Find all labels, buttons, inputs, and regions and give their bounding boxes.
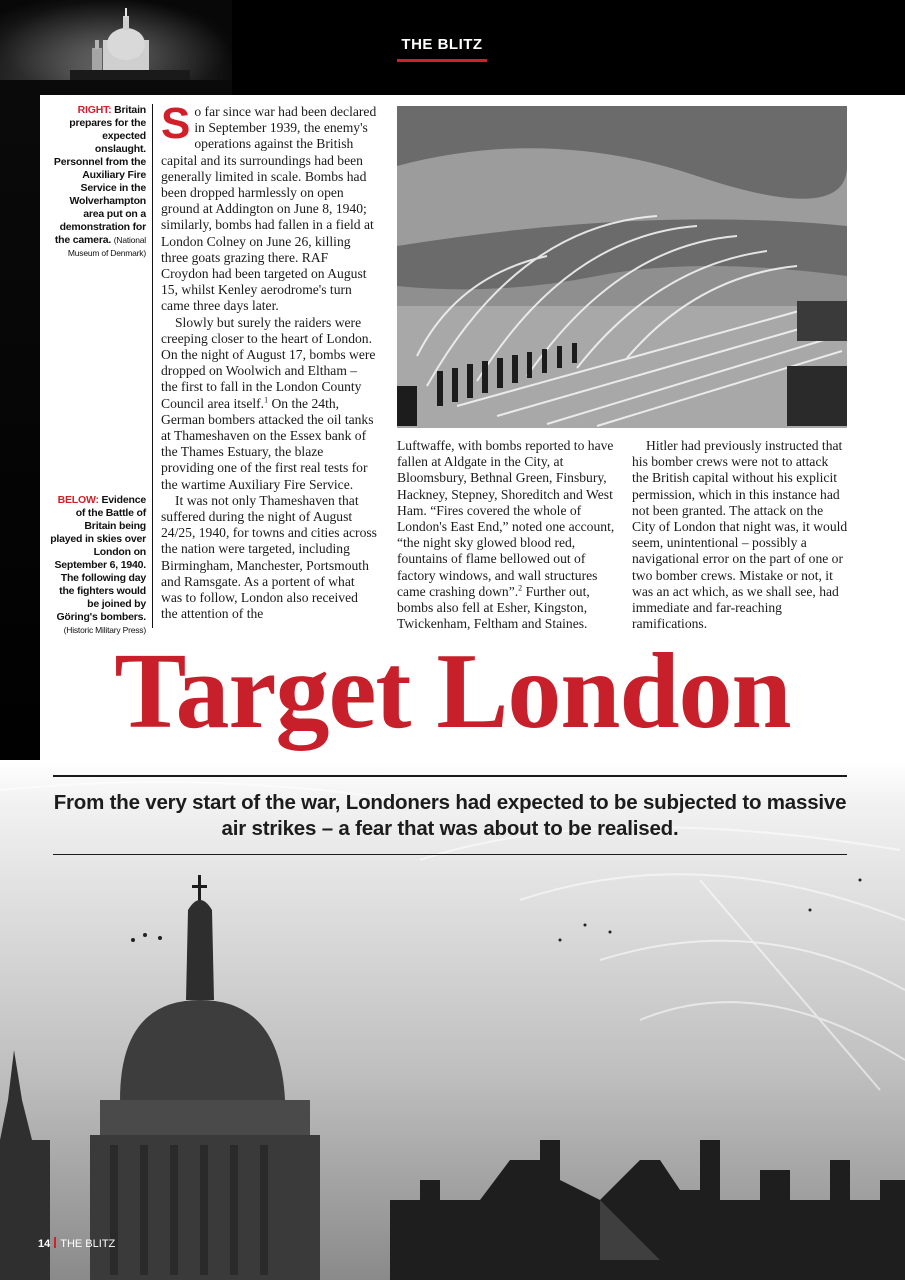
page-number: 14 <box>38 1238 51 1250</box>
paragraph-4: Luftwaffe, with bombs reported to have fallen at Aldgate in the City, at Bloomsbury, Bethnal Green, Finsbury, Hackney, Stepney, Shoreditch and West Ham. “Fires covered the whole of London's East End,” noted one account, “the night sky glowed blood red, fountains of flame bellowed out of factory windows, and wall structures came crashing down”. <box>397 438 615 599</box>
caption-below <box>50 494 146 637</box>
fire-service-photo <box>397 106 847 428</box>
caption-right-text: Britain prepares for the expected onslaught. Personnel from the Auxiliary Fire Service in the Wolverhampton area put on a demonstration for the camera. <box>53 104 146 246</box>
caption-below-label: BELOW: <box>57 494 99 506</box>
caption-below-credit: (Historic Military Press) <box>63 625 146 635</box>
section-title-underline <box>397 59 487 62</box>
paragraph-2: Slowly but surely the raiders were creeping closer to the heart of London. On the night of August 17, bombs were dropped on Woolwich and Eltham – the first to fall in the London County Council area itself. <box>161 314 376 411</box>
folio <box>38 1237 115 1250</box>
top-banner <box>0 0 905 95</box>
paragraph-4-cont: Further out, bombs also fell at Esher, Kingston, Twickenham, Feltham and Staines. <box>397 583 590 632</box>
headline: Target London <box>114 632 791 751</box>
folio-section: THE BLITZ <box>60 1238 116 1250</box>
paragraph-2-cont: On the 24th, German bombers attacked the oil tanks at Thameshaven on the Essex bank of the Thames Estuary, the blaze providing one of the first real tests for the wartime Auxiliary Fire Service. <box>161 395 374 492</box>
standfirst-text: From the very start of the war, Londoners had expected to be subjected to massive air strikes – a fear that was about to be realised. <box>53 790 847 840</box>
caption-right-credit: (National Museum of Denmark) <box>67 235 146 258</box>
article-column-1 <box>161 99 377 623</box>
st-pauls-dome-thumbnail <box>0 0 232 95</box>
caption-right-label: RIGHT: <box>77 104 112 116</box>
standfirst <box>53 775 847 855</box>
standfirst-bottom-rule <box>53 854 847 856</box>
fire-hoses-illustration-icon <box>397 106 847 428</box>
article-column-2 <box>397 438 616 632</box>
paragraph-5: Hitler had previously instructed that his bomber crews were not to attack the British capital without his explicit permission, which in this instance had not been granted. The attack on the City of London that night was, it would seem, unintentional – possibly a navigational error on the part of one or two bomber crews. Mistake or not, it was an act which, as we shall see, had immediate and far-reaching ramifications. <box>632 438 848 632</box>
caption-right <box>50 104 146 260</box>
drop-cap: S <box>161 99 191 148</box>
column-divider <box>152 104 153 628</box>
paragraph-1: o far since war had been declared in September 1939, the enemy's operations against the British capital and its surroundings had been generally limited in scale. Bombs had been dropped harmlessly on open ground at Addington on June 8, 1940; similarly, bombs had fallen in a field at London Colney on June 26, killing three goats grazing there. RAF Croydon had been targeted on August 15, whilst Kenley aerodrome's turn came three days later. <box>161 104 377 314</box>
paragraph-3: It was not only Thameshaven that suffered during the night of August 24/25, 1940, for towns and cities across the nation were targeted, including Birmingham, Manchester, Portsmouth and Ramsgate. As a portent of what was to follow, London also received the attention of the <box>161 492 377 622</box>
caption-below-text: Evidence of the Battle of Britain being played in skies over London on September 6, 1940. The following day the fighters would be joined by Göring's bombers. <box>50 494 146 623</box>
footnote-2: 2 <box>518 583 523 593</box>
section-title: THE BLITZ <box>401 36 483 53</box>
article-column-3 <box>632 438 848 632</box>
folio-divider <box>54 1237 56 1248</box>
dome-silhouette-icon <box>0 0 232 95</box>
footnote-1: 1 <box>264 395 269 405</box>
